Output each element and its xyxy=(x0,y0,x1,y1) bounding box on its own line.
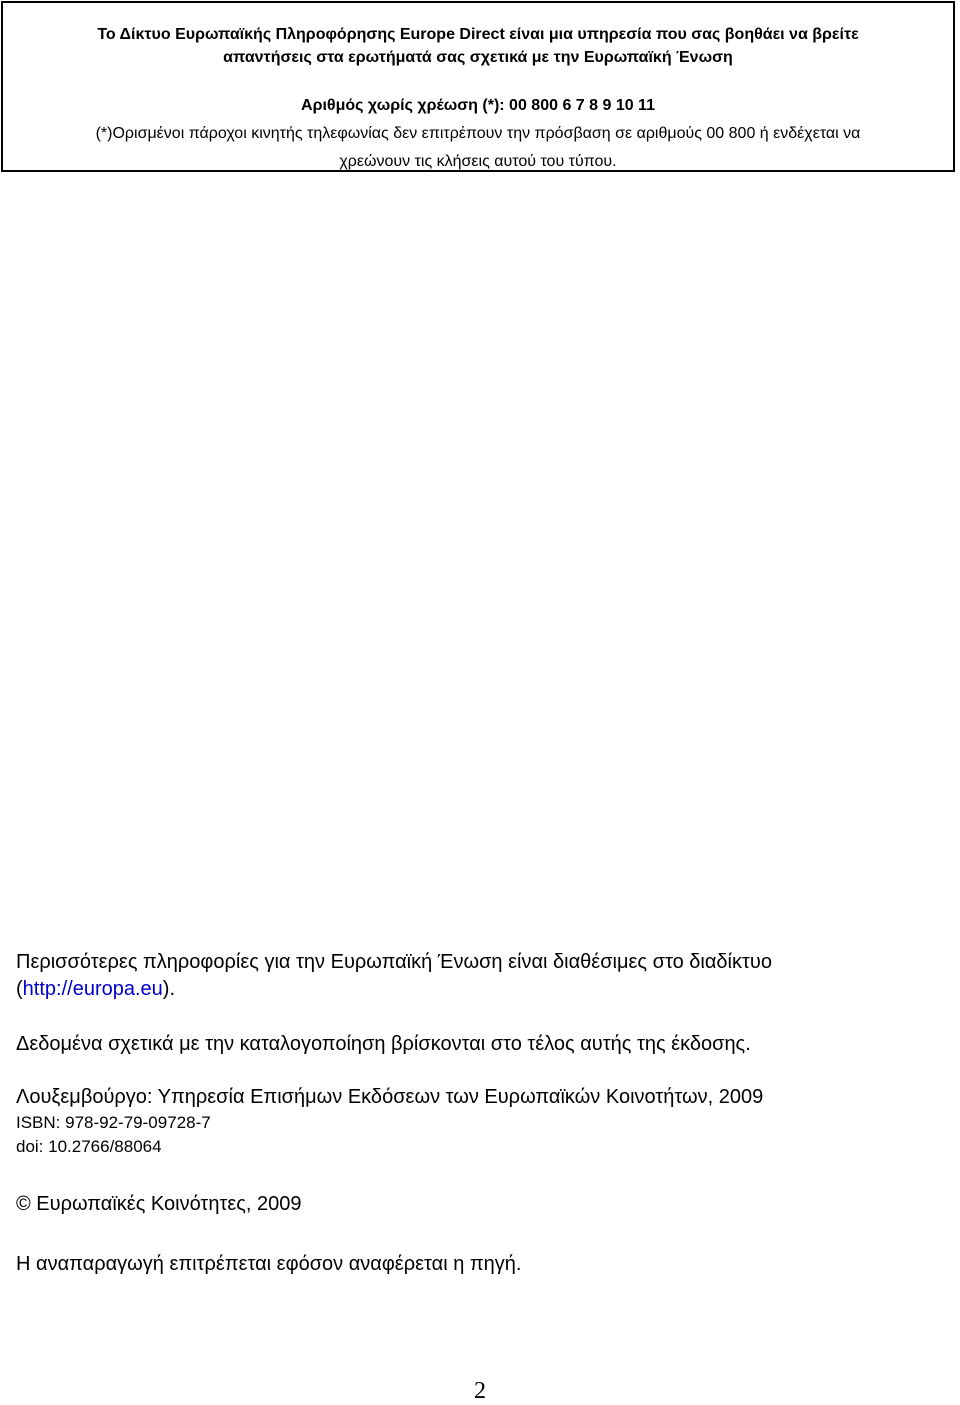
copyright-text: © Ευρωπαϊκές Κοινότητες, 2009 xyxy=(16,1193,302,1215)
europa-link[interactable]: http://europa.eu xyxy=(22,978,163,1000)
reproduction-notice: Η αναπαραγωγή επιτρέπεται εφόσον αναφέρεται η πηγή. xyxy=(16,1253,522,1275)
link-open-paren: ( xyxy=(16,978,23,1000)
mobile-operators-note-1: (*)Ορισμένοι πάροχοι κινητής τηλεφωνίας δεν επιτρέπουν την πρόσβαση σε αριθμούς 00 800 ή ενδέχεται να xyxy=(95,125,861,142)
intro-line-2: απαντήσεις στα ερωτήματά σας σχετικά με την Ευρωπαϊκή Ένωση xyxy=(223,49,733,66)
more-info-text: Περισσότερες πληροφορίες για την Ευρωπαϊκή Ένωση είναι διαθέσιμες στο διαδίκτυο xyxy=(16,951,772,973)
link-close-paren: ). xyxy=(162,978,175,1000)
isbn-text: ISBN: 978-92-79-09728-7 xyxy=(16,1113,211,1132)
publisher-text: Λουξεμβούργο: Υπηρεσία Επισήμων Εκδόσεων των Ευρωπαϊκών Κοινοτήτων, 2009 xyxy=(16,1086,764,1108)
mobile-operators-note-2: χρεώνουν τις κλήσεις αυτού του τύπου. xyxy=(339,153,617,170)
catalogue-data-text: Δεδομένα σχετικά με την καταλογοποίηση βρίσκονται στο τέλος αυτής της έκδοσης. xyxy=(16,1033,751,1055)
freephone-number: Αριθμός χωρίς χρέωση (*): 00 800 6 7 8 9 10 11 xyxy=(301,97,655,114)
page-number: 2 xyxy=(474,1378,486,1404)
europa-link-line xyxy=(16,978,175,1001)
doi-text: doi: 10.2766/88064 xyxy=(16,1137,162,1156)
intro-line-1: Το Δίκτυο Ευρωπαϊκής Πληροφόρησης Europe Direct είναι μια υπηρεσία που σας βοηθάει να βρείτε xyxy=(97,26,859,43)
europe-direct-info-box xyxy=(1,1,955,172)
